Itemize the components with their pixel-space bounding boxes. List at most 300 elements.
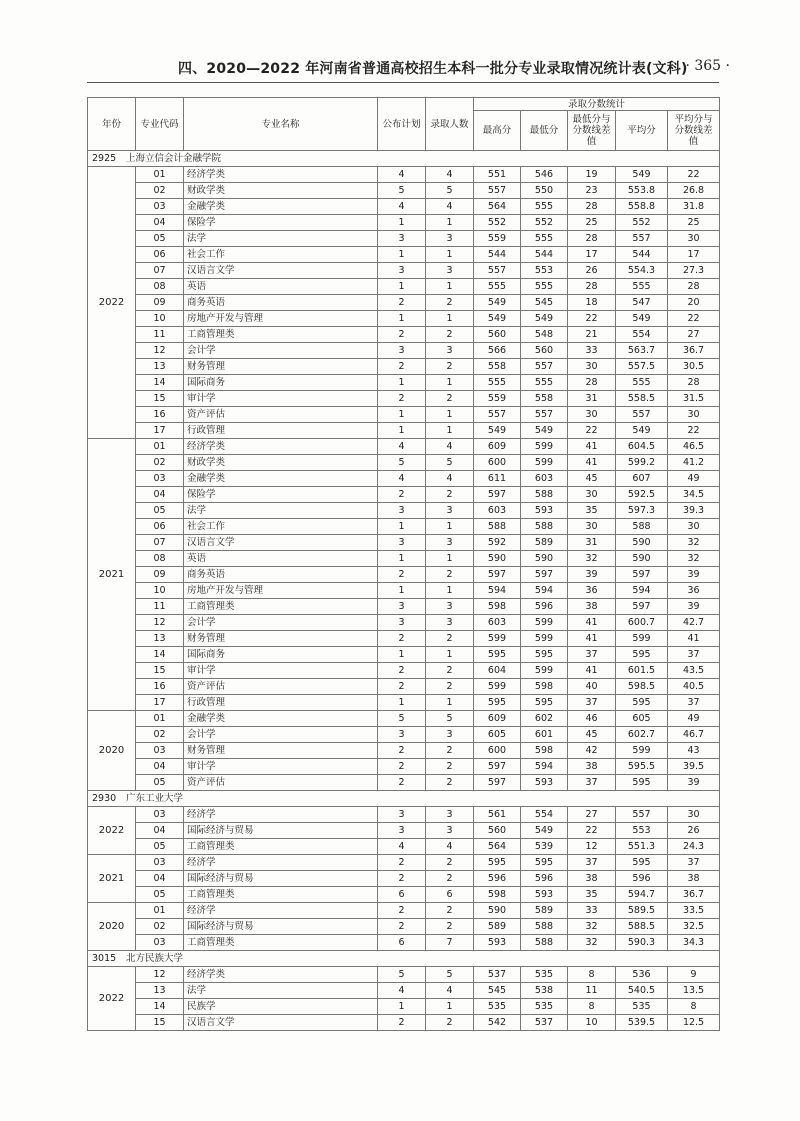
admitted-count: 2 [426,759,474,775]
major-code: 04 [136,759,184,775]
school-code: 2930 [92,792,117,804]
avg-score-diff: 33.5 [668,903,720,919]
min-score-diff: 26 [568,263,616,279]
major-name: 金融学类 [184,711,378,727]
max-score: 552 [474,215,521,231]
page-number: · 365 · [685,58,730,74]
table-row [88,359,720,375]
table-row [88,551,720,567]
admitted-count: 2 [426,567,474,583]
table-row [88,247,720,263]
min-score-diff: 30 [568,487,616,503]
table-body [88,151,720,1031]
avg-score-diff: 46.7 [668,727,720,743]
max-score: 549 [474,295,521,311]
avg-score-diff: 39.3 [668,503,720,519]
min-score-diff: 39 [568,567,616,583]
max-score: 609 [474,439,521,455]
plan-count: 2 [378,663,426,679]
admitted-count: 3 [426,231,474,247]
major-code: 14 [136,999,184,1015]
avg-score: 590.3 [616,935,668,951]
major-name: 行政管理 [184,695,378,711]
col-avg-diff: 平均分与分数线差值 [668,111,720,151]
major-code: 11 [136,599,184,615]
table-row [88,487,720,503]
admitted-count: 2 [426,487,474,503]
plan-count: 1 [378,999,426,1015]
avg-score: 595 [616,647,668,663]
avg-score: 557.5 [616,359,668,375]
major-code: 17 [136,423,184,439]
min-score-diff: 23 [568,183,616,199]
avg-score: 544 [616,247,668,263]
avg-score-diff: 25 [668,215,720,231]
major-code: 02 [136,919,184,935]
max-score: 609 [474,711,521,727]
max-score: 566 [474,343,521,359]
major-name: 财政学类 [184,183,378,199]
max-score: 597 [474,567,521,583]
major-name: 经济学 [184,903,378,919]
min-score-diff: 25 [568,215,616,231]
avg-score: 590 [616,551,668,567]
major-code: 12 [136,343,184,359]
major-code: 03 [136,935,184,951]
table-row [88,183,720,199]
major-code: 14 [136,647,184,663]
plan-count: 1 [378,375,426,391]
table-row [88,455,720,471]
max-score: 597 [474,759,521,775]
plan-count: 1 [378,647,426,663]
plan-count: 1 [378,695,426,711]
plan-count: 2 [378,903,426,919]
avg-score-diff: 39 [668,567,720,583]
table-row [88,999,720,1015]
max-score: 558 [474,359,521,375]
major-name: 保险学 [184,215,378,231]
plan-count: 2 [378,871,426,887]
min-score-diff: 41 [568,455,616,471]
admitted-count: 1 [426,519,474,535]
avg-score-diff: 22 [668,423,720,439]
major-code: 11 [136,327,184,343]
min-score-diff: 32 [568,919,616,935]
table-row [88,631,720,647]
min-score-diff: 33 [568,343,616,359]
table-row [88,919,720,935]
major-code: 03 [136,855,184,871]
min-score: 599 [521,631,568,647]
max-score: 605 [474,727,521,743]
major-code: 14 [136,375,184,391]
admitted-count: 1 [426,311,474,327]
major-code: 13 [136,631,184,647]
major-name: 会计学 [184,615,378,631]
major-name: 国际商务 [184,647,378,663]
min-score: 596 [521,599,568,615]
major-name: 财务管理 [184,359,378,375]
avg-score: 549 [616,167,668,183]
plan-count: 5 [378,711,426,727]
min-score: 554 [521,807,568,823]
avg-score-diff: 9 [668,967,720,983]
table-row [88,967,720,983]
max-score: 593 [474,935,521,951]
min-score: 546 [521,167,568,183]
max-score: 597 [474,487,521,503]
school-title [88,951,720,967]
major-code: 15 [136,1015,184,1031]
min-score: 588 [521,919,568,935]
min-score: 549 [521,823,568,839]
min-score-diff: 38 [568,759,616,775]
max-score: 611 [474,471,521,487]
major-code: 09 [136,567,184,583]
min-score: 598 [521,679,568,695]
plan-count: 2 [378,743,426,759]
admitted-count: 7 [426,935,474,951]
min-score: 590 [521,551,568,567]
col-min: 最低分 [521,111,568,151]
max-score: 590 [474,551,521,567]
avg-score-diff: 34.5 [668,487,720,503]
min-score: 548 [521,327,568,343]
min-score: 599 [521,615,568,631]
school-code: 3015 [92,952,117,964]
min-score-diff: 38 [568,599,616,615]
avg-score-diff: 43.5 [668,663,720,679]
major-code: 04 [136,487,184,503]
table-row [88,855,720,871]
min-score: 588 [521,487,568,503]
max-score: 560 [474,327,521,343]
admitted-count: 5 [426,455,474,471]
plan-count: 3 [378,599,426,615]
major-name: 工商管理类 [184,327,378,343]
max-score: 597 [474,775,521,791]
min-score: 545 [521,295,568,311]
avg-score: 551.3 [616,839,668,855]
min-score-diff: 33 [568,903,616,919]
avg-score: 535 [616,999,668,1015]
min-score-diff: 11 [568,983,616,999]
max-score: 555 [474,375,521,391]
admitted-count: 4 [426,199,474,215]
plan-count: 4 [378,167,426,183]
avg-score: 599.2 [616,455,668,471]
avg-score: 588 [616,519,668,535]
avg-score-diff: 12.5 [668,1015,720,1031]
min-score: 538 [521,983,568,999]
min-score: 602 [521,711,568,727]
avg-score-diff: 30 [668,407,720,423]
plan-count: 3 [378,231,426,247]
major-name: 经济学类 [184,439,378,455]
plan-count: 2 [378,631,426,647]
table-row [88,775,720,791]
table-row [88,439,720,455]
col-admitted: 录取人数 [426,98,474,151]
min-score: 595 [521,647,568,663]
min-score: 555 [521,199,568,215]
plan-count: 1 [378,583,426,599]
min-score-diff: 42 [568,743,616,759]
min-score: 593 [521,503,568,519]
avg-score-diff: 36.7 [668,887,720,903]
min-score-diff: 28 [568,279,616,295]
avg-score: 540.5 [616,983,668,999]
table-row [88,215,720,231]
avg-score-diff: 28 [668,375,720,391]
min-score: 599 [521,663,568,679]
min-score: 595 [521,695,568,711]
table-row [88,583,720,599]
major-name: 房地产开发与管理 [184,583,378,599]
admitted-count: 2 [426,295,474,311]
admitted-count: 2 [426,871,474,887]
table-row [88,199,720,215]
major-name: 工商管理类 [184,599,378,615]
plan-count: 2 [378,775,426,791]
min-score-diff: 30 [568,407,616,423]
min-score: 596 [521,871,568,887]
admitted-count: 2 [426,1015,474,1031]
max-score: 590 [474,903,521,919]
max-score: 564 [474,199,521,215]
avg-score: 595 [616,695,668,711]
max-score: 588 [474,519,521,535]
header-rule [87,82,719,83]
major-code: 12 [136,615,184,631]
avg-score: 563.7 [616,343,668,359]
min-score: 553 [521,263,568,279]
min-score-diff: 31 [568,391,616,407]
max-score: 595 [474,647,521,663]
min-score-diff: 35 [568,503,616,519]
min-score: 588 [521,935,568,951]
school-name: 上海立信会计金融学院 [126,152,222,164]
major-name: 经济学类 [184,167,378,183]
major-name: 行政管理 [184,423,378,439]
min-score-diff: 45 [568,471,616,487]
admitted-count: 3 [426,615,474,631]
min-score-diff: 37 [568,775,616,791]
avg-score-diff: 38 [668,871,720,887]
major-name: 会计学 [184,343,378,359]
major-code: 16 [136,679,184,695]
table-row [88,375,720,391]
plan-count: 6 [378,935,426,951]
major-name: 工商管理类 [184,887,378,903]
avg-score-diff: 49 [668,711,720,727]
major-name: 英语 [184,551,378,567]
major-code: 03 [136,471,184,487]
avg-score-diff: 27.3 [668,263,720,279]
table-row [88,679,720,695]
avg-score-diff: 30 [668,519,720,535]
avg-score: 596 [616,871,668,887]
avg-score: 607 [616,471,668,487]
avg-score: 555 [616,279,668,295]
major-name: 金融学类 [184,199,378,215]
major-name: 国际经济与贸易 [184,823,378,839]
major-code: 05 [136,887,184,903]
min-score-diff: 28 [568,199,616,215]
table-row [88,615,720,631]
year-cell: 2020 [88,903,136,951]
admitted-count: 1 [426,215,474,231]
admitted-count: 1 [426,423,474,439]
min-score: 549 [521,423,568,439]
avg-score: 605 [616,711,668,727]
table-row [88,983,720,999]
avg-score-diff: 39 [668,775,720,791]
admitted-count: 4 [426,839,474,855]
table-row [88,263,720,279]
plan-count: 3 [378,503,426,519]
max-score: 551 [474,167,521,183]
max-score: 595 [474,855,521,871]
plan-count: 4 [378,983,426,999]
major-code: 03 [136,807,184,823]
admitted-count: 1 [426,999,474,1015]
major-name: 审计学 [184,663,378,679]
major-code: 12 [136,967,184,983]
avg-score: 599 [616,743,668,759]
min-score-diff: 31 [568,535,616,551]
plan-count: 2 [378,919,426,935]
min-score: 603 [521,471,568,487]
admitted-count: 3 [426,535,474,551]
min-score-diff: 30 [568,359,616,375]
min-score: 597 [521,567,568,583]
table-row [88,391,720,407]
col-max: 最高分 [474,111,521,151]
major-name: 经济学 [184,855,378,871]
min-score: 544 [521,247,568,263]
min-score: 601 [521,727,568,743]
major-code: 13 [136,359,184,375]
avg-score: 594.7 [616,887,668,903]
min-score: 594 [521,583,568,599]
min-score: 599 [521,455,568,471]
running-head [150,58,730,80]
school-name: 北方民族大学 [126,952,184,964]
major-name: 工商管理类 [184,935,378,951]
admitted-count: 3 [426,807,474,823]
plan-count: 2 [378,567,426,583]
major-name: 资产评估 [184,775,378,791]
year-cell: 2021 [88,439,136,711]
plan-count: 2 [378,1015,426,1031]
col-min-diff: 最低分与分数线差值 [568,111,616,151]
max-score: 557 [474,407,521,423]
major-code: 17 [136,695,184,711]
min-score-diff: 41 [568,615,616,631]
col-name: 专业名称 [184,98,378,151]
min-score-diff: 40 [568,679,616,695]
table-row [88,903,720,919]
avg-score-diff: 26.8 [668,183,720,199]
avg-score: 604.5 [616,439,668,455]
table-header [88,98,720,151]
min-score-diff: 32 [568,935,616,951]
plan-count: 6 [378,887,426,903]
table-row [88,727,720,743]
avg-score-diff: 37 [668,855,720,871]
avg-score: 588.5 [616,919,668,935]
table-row [88,695,720,711]
plan-count: 2 [378,487,426,503]
plan-count: 3 [378,615,426,631]
min-score-diff: 17 [568,247,616,263]
max-score: 537 [474,967,521,983]
plan-count: 2 [378,327,426,343]
admitted-count: 2 [426,919,474,935]
avg-score: 595.5 [616,759,668,775]
table-row [88,759,720,775]
min-score: 550 [521,183,568,199]
admitted-count: 5 [426,967,474,983]
table-row [88,343,720,359]
major-name: 英语 [184,279,378,295]
min-score-diff: 36 [568,583,616,599]
min-score: 539 [521,839,568,855]
avg-score: 549 [616,311,668,327]
avg-score-diff: 49 [668,471,720,487]
table-row [88,279,720,295]
avg-score-diff: 42.7 [668,615,720,631]
avg-score: 557 [616,407,668,423]
min-score-diff: 41 [568,663,616,679]
table-row [88,871,720,887]
admitted-count: 1 [426,375,474,391]
plan-count: 3 [378,823,426,839]
avg-score: 554 [616,327,668,343]
col-year: 年份 [88,98,136,151]
avg-score: 558.8 [616,199,668,215]
table-row [88,167,720,183]
min-score-diff: 37 [568,855,616,871]
major-code: 05 [136,775,184,791]
table-row [88,407,720,423]
admitted-count: 4 [426,167,474,183]
table-row [88,567,720,583]
avg-score-diff: 27 [668,327,720,343]
plan-count: 2 [378,295,426,311]
admitted-count: 1 [426,407,474,423]
plan-count: 5 [378,183,426,199]
min-score: 558 [521,391,568,407]
max-score: 545 [474,983,521,999]
major-name: 商务英语 [184,567,378,583]
min-score: 552 [521,215,568,231]
admitted-count: 2 [426,679,474,695]
avg-score: 601.5 [616,663,668,679]
admitted-count: 2 [426,855,474,871]
major-name: 审计学 [184,391,378,407]
plan-count: 3 [378,535,426,551]
avg-score: 599 [616,631,668,647]
table-row [88,839,720,855]
avg-score: 589.5 [616,903,668,919]
avg-score: 554.3 [616,263,668,279]
min-score: 589 [521,903,568,919]
col-plan: 公布计划 [378,98,426,151]
major-name: 社会工作 [184,247,378,263]
